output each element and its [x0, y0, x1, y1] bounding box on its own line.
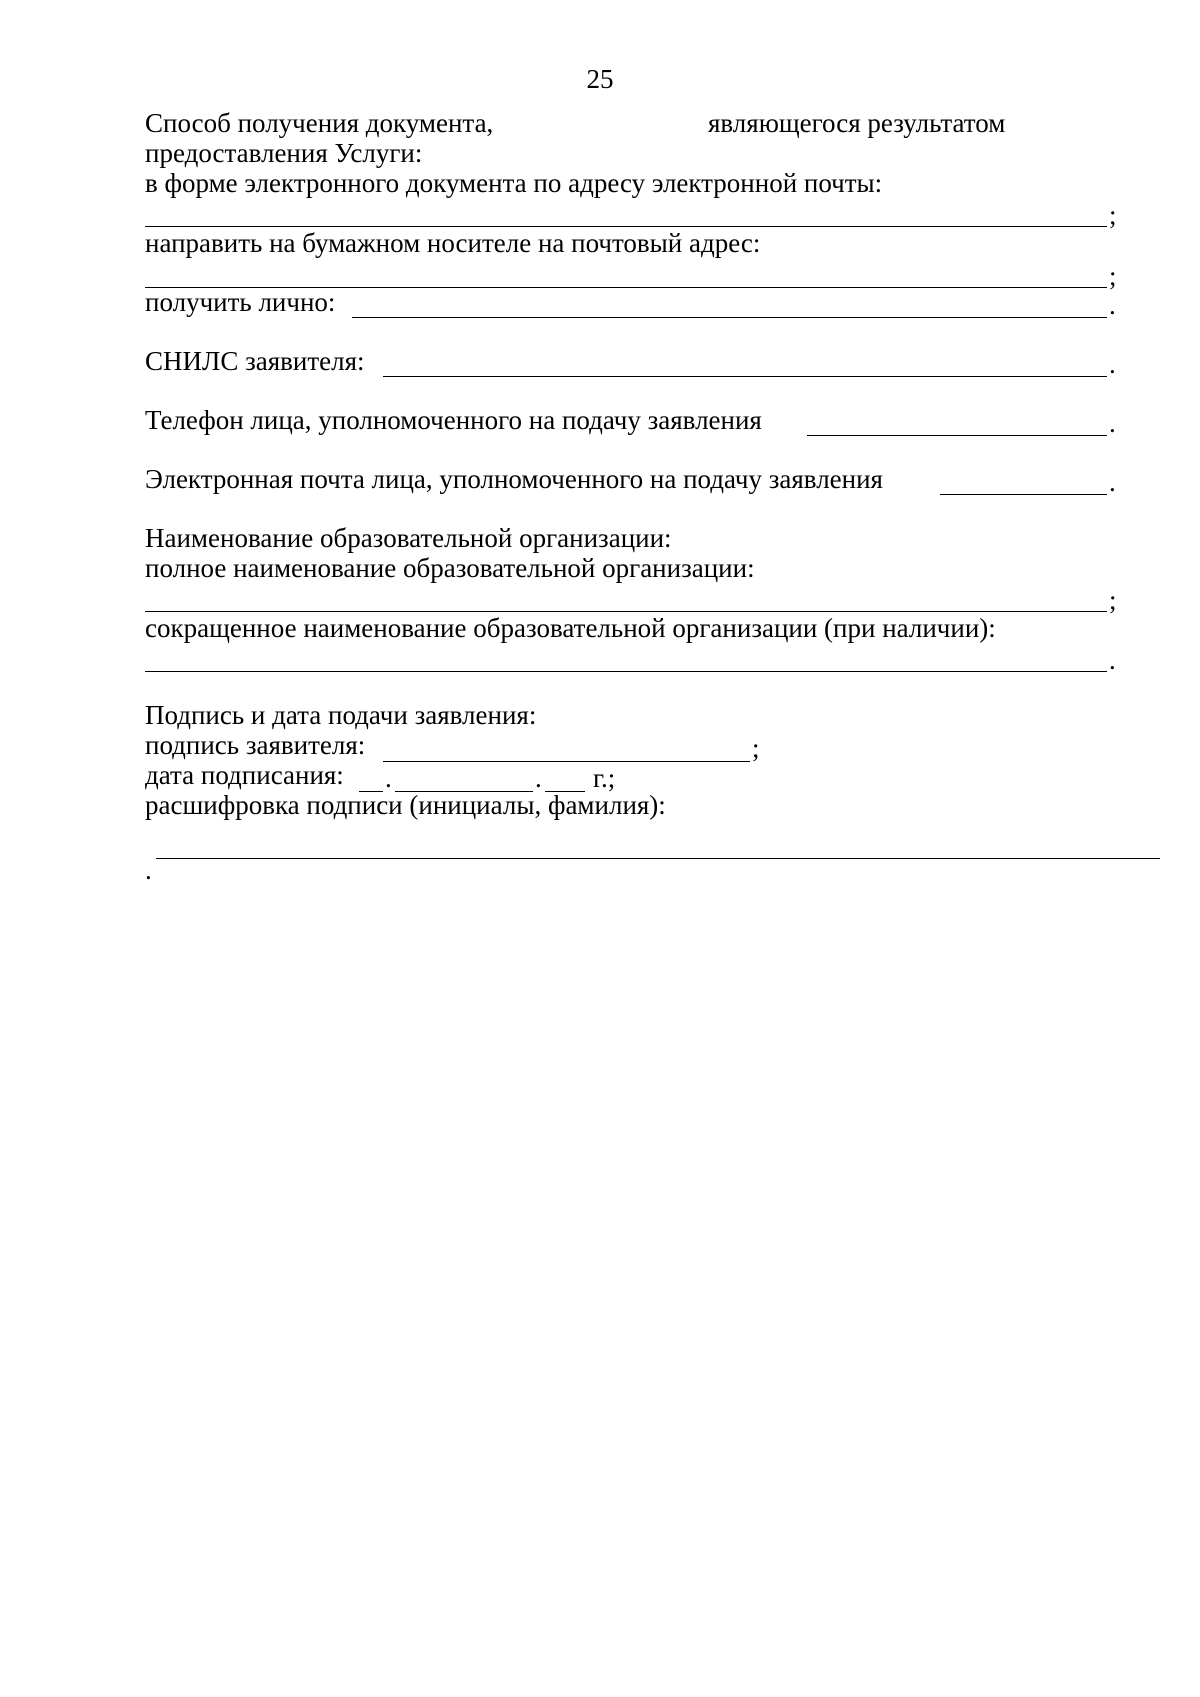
paper-delivery-end: ; [1109, 261, 1117, 291]
signature-field[interactable] [383, 761, 750, 762]
personal-pickup-end: . [1109, 290, 1116, 320]
signing-date-label: дата подписания: [145, 760, 344, 790]
signature-end: ; [752, 733, 760, 763]
receipt-heading-part1: Способ получения документа, [145, 108, 494, 138]
signature-decoding-field[interactable] [156, 858, 1160, 859]
receipt-heading-line2: предоставления Услуги: [145, 138, 423, 168]
signing-date-separator-2: . [535, 763, 542, 793]
organization-short-name-field[interactable] [145, 671, 1107, 672]
signing-date-year-suffix: г.; [593, 763, 616, 793]
paper-delivery-label: направить на бумажном носителе на почтовый адрес: [145, 228, 761, 258]
signature-decoding-label: расшифровка подписи (инициалы, фамилия): [145, 790, 666, 820]
receipt-heading-part2: являющегося результатом [708, 108, 1006, 138]
snils-field[interactable] [383, 376, 1107, 377]
personal-pickup-label: получить лично: [145, 287, 336, 317]
signature-decoding-end: . [145, 855, 152, 885]
signing-date-separator-1: . [385, 763, 392, 793]
organization-short-name-label: сокращенное наименование образовательной организации (при наличии): [145, 613, 996, 643]
phone-label: Телефон лица, уполномоченного на подачу заявления [145, 405, 762, 435]
organization-heading: Наименование образовательной организации: [145, 523, 672, 553]
phone-end: . [1109, 408, 1116, 438]
snils-label: СНИЛС заявителя: [145, 346, 365, 376]
organization-full-name-field[interactable] [145, 611, 1107, 612]
personal-pickup-field[interactable] [352, 317, 1107, 318]
phone-field[interactable] [807, 435, 1107, 436]
email-delivery-end: ; [1109, 200, 1117, 230]
contact-email-end: . [1109, 467, 1116, 497]
email-delivery-field[interactable] [145, 226, 1107, 227]
signature-label: подпись заявителя: [145, 730, 366, 760]
organization-short-name-end: . [1109, 645, 1116, 675]
signature-heading: Подпись и дата подачи заявления: [145, 700, 537, 730]
page-number: 25 [586, 64, 614, 94]
email-delivery-label: в форме электронного документа по адресу электронной почты: [145, 168, 883, 198]
snils-end: . [1109, 349, 1116, 379]
contact-email-field[interactable] [940, 494, 1107, 495]
organization-full-name-end: ; [1109, 585, 1117, 615]
organization-full-name-label: полное наименование образовательной организации: [145, 553, 755, 583]
contact-email-label: Электронная почта лица, уполномоченного на подачу заявления [145, 464, 883, 494]
